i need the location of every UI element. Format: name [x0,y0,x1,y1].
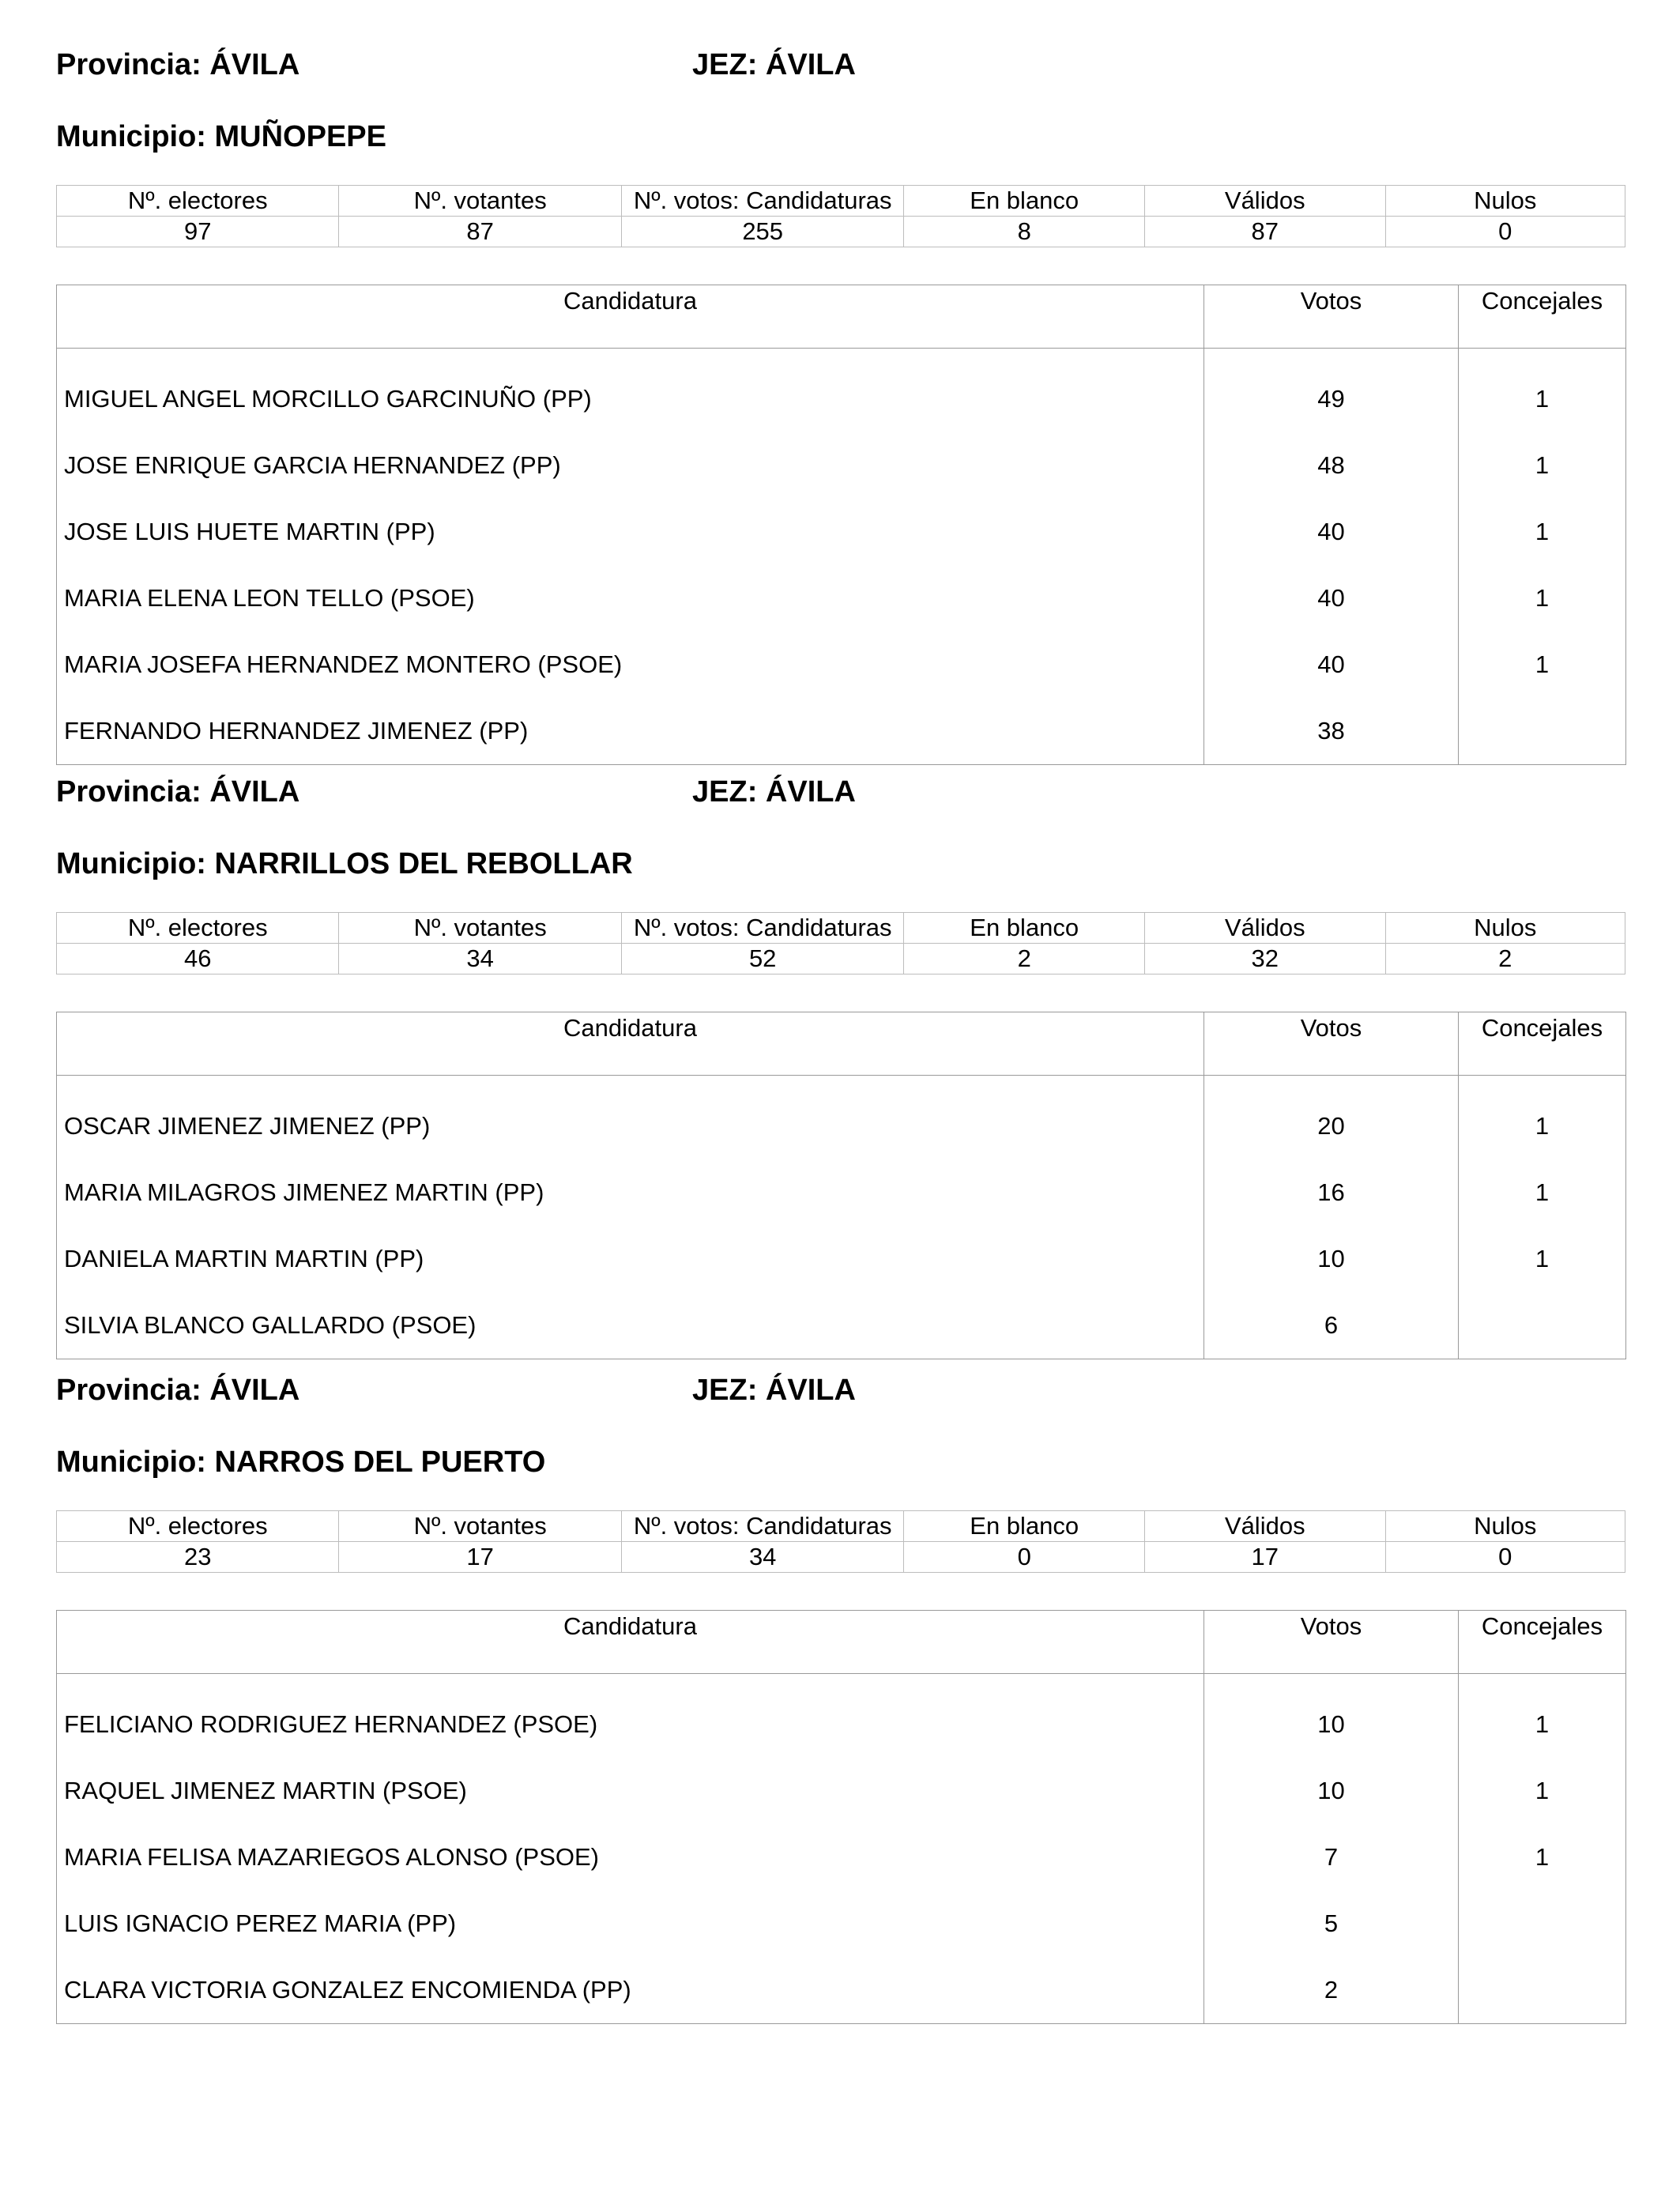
candidate-name: MIGUEL ANGEL MORCILLO GARCINUÑO (PP) [57,366,1204,432]
candidate-concejales [1459,1292,1626,1359]
candidate-row [57,1159,1626,1226]
candidate-row [57,366,1626,432]
candidate-concejales [1459,1957,1626,2024]
municipio-title: Municipio: MUÑOPEPE [56,120,386,153]
stats-value-cell: 32 [1144,944,1385,974]
stats-value-row [57,1542,1625,1573]
candidate-row [57,432,1626,499]
stats-header-row [57,913,1625,944]
candidate-name: OSCAR JIMENEZ JIMENEZ (PP) [57,1093,1204,1159]
stats-header-cell: Nº. votos: Candidaturas [621,913,904,944]
stats-header-row [57,1511,1625,1542]
stats-header-cell: Válidos [1144,186,1385,217]
candidate-row [57,1891,1626,1957]
provincia-label: Provincia: ÁVILA [56,48,300,81]
candidate-votos: 40 [1204,565,1459,631]
municipio-title: Municipio: NARROS DEL PUERTO [56,1446,546,1479]
candidate-name: SILVIA BLANCO GALLARDO (PSOE) [57,1292,1204,1359]
stats-value-cell: 255 [621,217,904,247]
stats-value-cell: 97 [57,217,339,247]
candidate-concejales: 1 [1535,1178,1550,1206]
candidate-votos: 20 [1204,1093,1459,1159]
candidate-votos: 2 [1204,1957,1459,2024]
candidate-votos: 16 [1204,1159,1459,1226]
candidates-header-cell: Candidatura [57,1012,1204,1076]
candidate-name: MARIA MILAGROS JIMENEZ MARTIN (PP) [57,1159,1204,1226]
stats-header-cell: Nulos [1385,1511,1625,1542]
candidate-concejales: 1 [1535,1245,1550,1272]
candidates-header-cell: Votos [1204,1611,1459,1674]
stats-value-cell: 23 [57,1542,339,1573]
stats-table [56,912,1625,974]
stats-header-cell: Nº. votantes [339,913,621,944]
stats-value-cell: 8 [904,217,1145,247]
candidates-header-cell: Concejales [1459,1012,1626,1076]
stats-header-cell: En blanco [904,186,1145,217]
candidates-header-row [57,1012,1626,1076]
stats-value-cell: 0 [1385,1542,1625,1573]
candidate-concejales: 1 [1535,650,1550,678]
candidate-votos: 48 [1204,432,1459,499]
stats-header-cell: Nº. votantes [339,1511,621,1542]
candidate-concejales: 1 [1535,584,1550,612]
candidate-concejales: 1 [1535,1777,1550,1804]
candidate-row [57,698,1626,765]
candidates-header-cell: Candidatura [57,285,1204,349]
candidate-row [57,1824,1626,1891]
stats-value-cell: 17 [1144,1542,1385,1573]
candidate-concejales: 1 [1535,1112,1550,1140]
candidate-row [57,1292,1626,1359]
stats-header-cell: Nulos [1385,186,1625,217]
candidate-concejales: 1 [1535,518,1550,545]
candidates-header-cell: Concejales [1459,1611,1626,1674]
stats-header-row [57,186,1625,217]
candidates-table [56,1610,1626,2024]
candidate-row [57,499,1626,565]
stats-value-cell: 87 [1144,217,1385,247]
candidate-votos: 49 [1204,366,1459,432]
stats-value-cell: 2 [1385,944,1625,974]
stats-header-cell: Nº. electores [57,1511,339,1542]
stats-header-cell: Nº. votos: Candidaturas [621,186,904,217]
candidate-name: DANIELA MARTIN MARTIN (PP) [57,1226,1204,1292]
candidate-votos: 5 [1204,1891,1459,1957]
candidate-concejales [1459,1891,1626,1957]
candidates-header-row [57,1611,1626,1674]
candidates-header-row [57,285,1626,349]
stats-value-cell: 0 [1385,217,1625,247]
candidate-votos: 10 [1204,1758,1459,1824]
stats-header-cell: Nº. electores [57,186,339,217]
candidate-name: FELICIANO RODRIGUEZ HERNANDEZ (PSOE) [57,1691,1204,1758]
candidates-header-cell: Candidatura [57,1611,1204,1674]
candidate-concejales: 1 [1535,1710,1550,1738]
candidate-name: RAQUEL JIMENEZ MARTIN (PSOE) [57,1758,1204,1824]
candidates-header-cell: Votos [1204,285,1459,349]
candidate-row [57,1226,1626,1292]
candidate-name: CLARA VICTORIA GONZALEZ ENCOMIENDA (PP) [57,1957,1204,2024]
provincia-label: Provincia: ÁVILA [56,1374,300,1407]
jez-label: JEZ: ÁVILA [692,775,856,809]
stats-value-cell: 46 [57,944,339,974]
candidate-row [57,631,1626,698]
candidate-votos: 10 [1204,1226,1459,1292]
candidate-row [57,1691,1626,1758]
candidate-name: JOSE LUIS HUETE MARTIN (PP) [57,499,1204,565]
jez-label: JEZ: ÁVILA [692,1374,856,1407]
candidates-table [56,285,1626,765]
candidates-header-cell: Concejales [1459,285,1626,349]
stats-header-cell: Nº. votantes [339,186,621,217]
stats-value-cell: 52 [621,944,904,974]
candidates-table [56,1012,1626,1359]
candidate-votos: 10 [1204,1691,1459,1758]
stats-header-cell: Nº. electores [57,913,339,944]
stats-value-cell: 0 [904,1542,1145,1573]
candidate-concejales: 1 [1535,1843,1550,1871]
stats-value-cell: 2 [904,944,1145,974]
stats-header-cell: Nº. votos: Candidaturas [621,1511,904,1542]
candidate-name: MARIA JOSEFA HERNANDEZ MONTERO (PSOE) [57,631,1204,698]
stats-header-cell: En blanco [904,1511,1145,1542]
candidate-name: LUIS IGNACIO PEREZ MARIA (PP) [57,1891,1204,1957]
candidate-row [57,1957,1626,2024]
municipio-title: Municipio: NARRILLOS DEL REBOLLAR [56,847,633,880]
stats-value-cell: 34 [621,1542,904,1573]
candidate-votos: 38 [1204,698,1459,765]
candidate-row [57,1758,1626,1824]
candidate-name: MARIA ELENA LEON TELLO (PSOE) [57,565,1204,631]
stats-value-row [57,944,1625,974]
stats-table [56,1510,1625,1573]
stats-value-cell: 87 [339,217,621,247]
candidate-name: FERNANDO HERNANDEZ JIMENEZ (PP) [57,698,1204,765]
stats-header-cell: Válidos [1144,913,1385,944]
candidate-name: JOSE ENRIQUE GARCIA HERNANDEZ (PP) [57,432,1204,499]
candidate-votos: 40 [1204,499,1459,565]
candidate-concejales [1459,698,1626,765]
candidate-votos: 7 [1204,1824,1459,1891]
provincia-label: Provincia: ÁVILA [56,775,300,809]
candidate-concejales: 1 [1535,385,1550,413]
stats-header-cell: En blanco [904,913,1145,944]
stats-table [56,185,1625,247]
candidate-row [57,1093,1626,1159]
candidate-concejales: 1 [1535,451,1550,479]
stats-value-cell: 17 [339,1542,621,1573]
stats-value-row [57,217,1625,247]
candidate-votos: 40 [1204,631,1459,698]
jez-label: JEZ: ÁVILA [692,48,856,81]
candidate-votos: 6 [1204,1292,1459,1359]
candidate-name: MARIA FELISA MAZARIEGOS ALONSO (PSOE) [57,1824,1204,1891]
stats-header-cell: Nulos [1385,913,1625,944]
stats-value-cell: 34 [339,944,621,974]
candidates-header-cell: Votos [1204,1012,1459,1076]
candidate-row [57,565,1626,631]
stats-header-cell: Válidos [1144,1511,1385,1542]
